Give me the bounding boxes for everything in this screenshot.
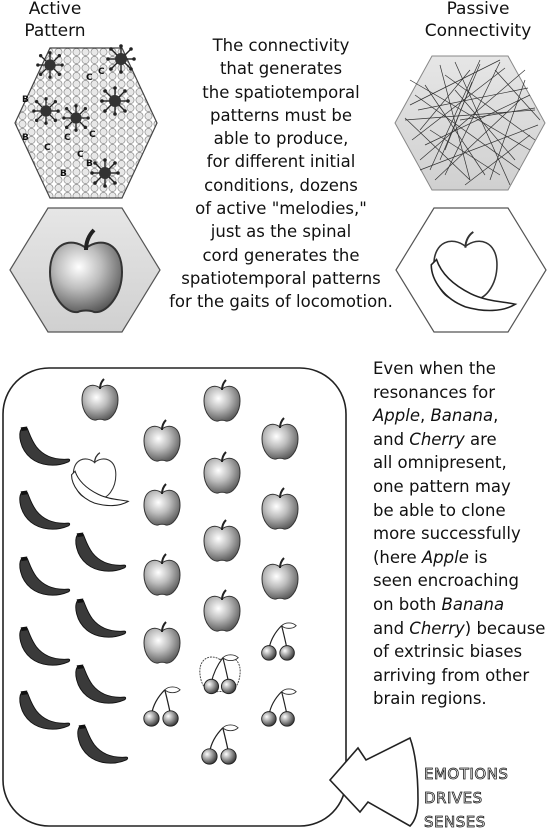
hex-marker: C xyxy=(64,133,71,143)
text-line: Apple, Banana, xyxy=(373,406,499,426)
cherry-apple-outline-icon xyxy=(200,655,240,694)
passive-connectivity-hexagon xyxy=(395,56,545,190)
active-pattern-hexagon xyxy=(15,44,157,198)
text-line: able to produce, xyxy=(213,129,349,149)
text-line: and Cherry are xyxy=(373,429,497,449)
senses-label: SENSES xyxy=(424,813,486,831)
apple-hexagon xyxy=(10,208,160,332)
active-neuron-icon xyxy=(100,86,130,116)
text-line: for different initial xyxy=(206,152,356,172)
text-line: cord generates the xyxy=(202,245,360,265)
emotions-label: EMOTIONS xyxy=(424,765,509,783)
text-line: and Cherry) because xyxy=(373,618,546,638)
drives-label: DRIVES xyxy=(424,789,483,807)
active-neuron-icon xyxy=(106,44,136,74)
passive-connectivity-label xyxy=(408,0,548,42)
text-line: brain regions. xyxy=(373,689,487,709)
text-line: patterns must be xyxy=(210,105,352,125)
text-line: conditions, dozens xyxy=(204,175,358,195)
text-line: arriving from other xyxy=(373,665,530,685)
resonance-description xyxy=(373,357,549,711)
text-line: that generates xyxy=(219,59,343,79)
text-line: (here Apple is xyxy=(373,547,488,567)
text-line: seen encroaching xyxy=(373,571,519,591)
label-line: Pattern xyxy=(24,21,86,41)
text-line: of extrinsic biases xyxy=(373,642,523,662)
text-line: on both Banana xyxy=(373,594,505,614)
active-neuron-icon xyxy=(90,158,120,188)
active-pattern-label xyxy=(20,0,90,42)
hex-marker: B xyxy=(86,159,93,169)
label-line: Passive xyxy=(446,0,510,19)
text-line: spatiotemporal patterns xyxy=(181,268,381,288)
active-neuron-icon xyxy=(62,104,90,132)
input-sources-label xyxy=(424,762,548,834)
label-line: Connectivity xyxy=(424,21,532,41)
text-line: The connectivity xyxy=(212,36,350,55)
text-line: all omnipresent, xyxy=(373,453,507,473)
hex-marker: C xyxy=(98,67,105,77)
connectivity-description xyxy=(163,34,399,314)
hex-marker: C xyxy=(89,130,96,140)
label-line: Active xyxy=(28,0,82,19)
hex-marker: C xyxy=(44,143,51,153)
active-neuron-icon xyxy=(36,51,64,79)
text-line: the spatiotemporal xyxy=(202,82,360,102)
hex-marker: B xyxy=(22,133,29,143)
active-neuron-icon xyxy=(32,97,60,125)
text-line: for the gaits of locomotion. xyxy=(169,292,393,312)
hex-marker: C xyxy=(77,150,84,160)
hex-marker: C xyxy=(86,73,93,83)
hex-marker: B xyxy=(60,169,67,179)
mixed-pattern-hexagon xyxy=(396,208,546,332)
text-line: more successfully xyxy=(373,524,521,544)
text-line: be able to clone xyxy=(373,500,506,520)
text-line: resonances for xyxy=(373,382,496,402)
hex-marker: B xyxy=(22,95,29,105)
text-line: just as the spinal xyxy=(210,222,352,242)
text-line: Even when the xyxy=(373,359,496,378)
text-line: of active "melodies," xyxy=(195,199,367,219)
text-line: one pattern may xyxy=(373,476,511,496)
